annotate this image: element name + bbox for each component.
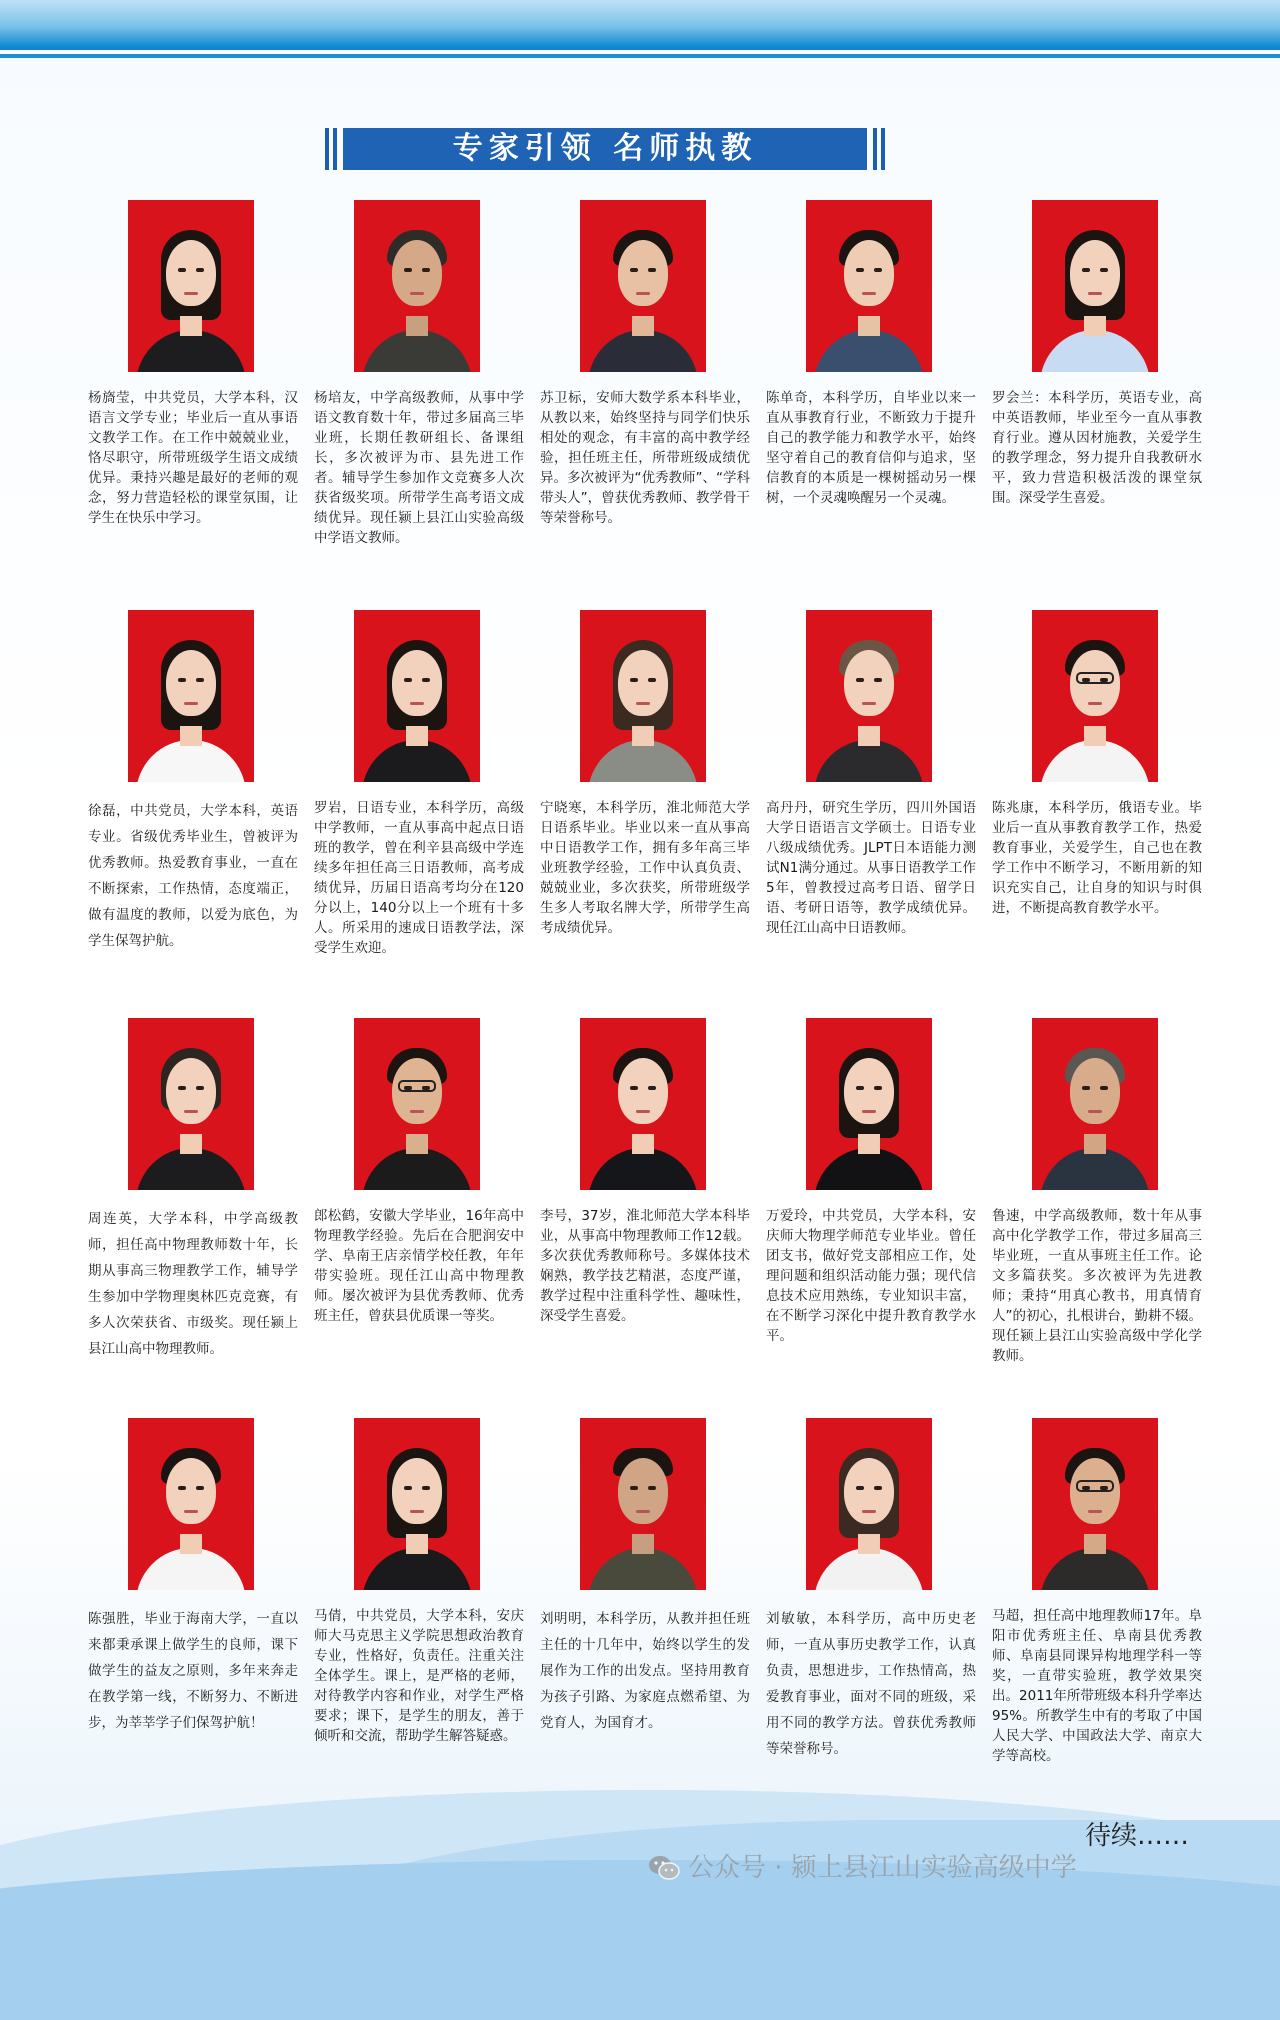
teacher-description: 陈单奇，本科学历，自毕业以来一直从事教育行业，不断致力于提升自己的教学能力和教学水平，始终坚守着自己的教育信仰与追求，坚信教育的本质是一棵树摇动另一棵树，一个灵魂唤醒另一个灵魂。: [766, 390, 976, 506]
teacher-photo: [580, 1418, 706, 1590]
teacher-description: 周连英，大学本科，中学高级教师，担任高中物理教师数十年，长期从事高三物理教学工作，辅导学生参加中学物理奥林匹克竞赛，有多人次荣获省、市级奖。现任颍上县江山高中物理教师。: [88, 1211, 298, 1357]
teacher-photo: [128, 1418, 254, 1590]
teacher-description: 马倩，中共党员，大学本科，安庆师大马克思主义学院思想政治教育专业，性格好，负责任。注重关注全体学生。课上，是严格的老师，对待教学内容和作业，对学生严格要求；课下，是学生的朋友，善于倾听和交流，帮助学生解答疑惑。: [314, 1608, 524, 1744]
teacher-description: 陈强胜，毕业于海南大学，一直以来都秉承课上做学生的良师，课下做学生的益友之原则，多年来奔走在教学第一线，不断努力、不断进步，为莘莘学子们保驾护航！: [88, 1611, 298, 1731]
teacher-photo: [354, 610, 480, 782]
teacher-description: 鲁速，中学高级教师，数十年从事高中化学教学工作，带过多届高三毕业班，一直从事班主任工作。论文多篇获奖。多次被评为先进教师；秉持“用真心教书，用真情育人”的初心，扎根讲台，勤耕不辍。现任颍上县江山实验高级中学化学教师。: [992, 1208, 1202, 1364]
teacher-description: 刘明明，本科学历，从教并担任班主任的十几年中，始终以学生的发展作为工作的出发点。坚持用教育为孩子引路、为家庭点燃希望、为党育人，为国育才。: [540, 1611, 750, 1731]
title-bar-decoration: [881, 128, 885, 170]
wechat-icon: [648, 1854, 680, 1882]
teacher-photo: [128, 1018, 254, 1190]
teacher-photo: [1032, 200, 1158, 372]
teacher-photo: [1032, 1418, 1158, 1590]
teacher-description: 杨旖莹，中共党员，大学本科，汉语言文学专业；毕业后一直从事语文教学工作。在工作中兢兢业业，恪尽职守，所带班级学生语文成绩优异。秉持兴趣是最好的老师的观念，努力营造轻松的课堂氛围，让学生在快乐中学习。: [88, 390, 298, 526]
teacher-photo: [354, 200, 480, 372]
teacher-description: 郎松鹤，安徽大学毕业，16年高中物理教学经验。先后在合肥润安中学、阜南王店亲情学校任教，年年带实验班。现任江山高中物理教师。屡次被评为县优秀教师、优秀班主任，曾获县优质课一等奖。: [314, 1208, 524, 1324]
teacher-description: 刘敏敏，本科学历，高中历史老师，一直从事历史教学工作，认真负责，思想进步，工作热情高，热爱教育事业，面对不同的班级，采用不同的教学方法。曾获优秀教师等荣誉称号。: [766, 1611, 976, 1757]
teacher-photo: [1032, 610, 1158, 782]
teacher-photo: [580, 200, 706, 372]
teacher-photo: [806, 1018, 932, 1190]
teacher-description: 高丹丹，研究生学历，四川外国语大学日语语言文学硕士。日语专业八级成绩优秀。JLPT日本语能力测试N1满分通过。从事日语教学工作5年，曾教授过高考日语、留学日语、考研日语等，教学成绩优异。现任江山高中日语教师。: [766, 800, 976, 936]
teacher-photo: [354, 1018, 480, 1190]
teacher-photo: [806, 1418, 932, 1590]
teacher-description: 罗岩，日语专业，本科学历，高级中学教师，一直从事高中起点日语班的教学，曾在利辛县高级中学连续多年担任高三日语教师，高考成绩优异，历届日语高考均分在120分以上，140分以上一个班有十多人。所采用的速成日语教学法，深受学生欢迎。: [314, 800, 524, 956]
teacher-photo: [128, 200, 254, 372]
teacher-description: 苏卫标，安师大数学系本科毕业，从教以来，始终坚持与同学们快乐相处的观念，有丰富的高中教学经验，担任班主任，所带班级成绩优异。多次被评为“优秀教师”、“学科带头人”，曾获优秀教师、教学骨干等荣誉称号。: [540, 390, 750, 526]
bottom-wave-decoration: [0, 1860, 1280, 2020]
teacher-description: 万爱玲，中共党员，大学本科，安庆师大物理学师范专业毕业。曾任团支书，做好党支部相应工作，处理问题和组织活动能力强；现代信息技术应用熟练，专业知识丰富，在不断学习深化中提升教育教学水平。: [766, 1208, 976, 1344]
teacher-description: 陈兆康，本科学历，俄语专业。毕业后一直从事教育教学工作，热爱教育事业，关爱学生，自己也在教学工作中不断学习，不断用新的知识充实自己，让自身的知识与时俱进，不断提高教育教学水平。: [992, 800, 1202, 916]
teacher-photo: [580, 1018, 706, 1190]
teacher-description: 马超，担任高中地理教师17年。阜阳市优秀班主任、阜南县优秀教师、阜南县同课异构地理学科一等奖，一直带实验班，教学效果突出。2011年所带班级本科升学率达95%。所教学生中有的考取了中国人民大学、中国政法大学、南京大学等高校。: [992, 1608, 1202, 1764]
to-be-continued-label: 待续……: [1085, 1821, 1190, 1851]
teacher-photo: [354, 1418, 480, 1590]
teacher-photo: [580, 610, 706, 782]
title-bar-decoration: [873, 128, 877, 170]
page-title-banner: [325, 128, 885, 170]
teacher-description: 徐磊，中共党员，大学本科，英语专业。省级优秀毕业生，曾被评为优秀教师。热爱教育事业，一直在不断探索，工作热情，态度端正，做有温度的教师，以爱为底色，为学生保驾护航。: [88, 803, 298, 949]
page-title: 专家引领 名师执教: [343, 128, 867, 170]
teacher-photo: [806, 200, 932, 372]
title-bar-decoration: [325, 128, 329, 170]
teacher-photo: [128, 610, 254, 782]
teacher-description: 宁晓寒，本科学历，淮北师范大学日语系毕业。毕业以来一直从事高中日语教学工作，拥有多年高三毕业班教学经验，工作中认真负责、兢兢业业，多次获奖，所带班级学生多人考取名牌大学，所带学生高考成绩优异。: [540, 800, 750, 936]
teacher-description: 李号，37岁，淮北师范大学本科毕业，从事高中物理教师工作12载。多次获优秀教师称号。多媒体技术娴熟，教学技艺精湛，态度严谨，教学过程中注重科学性、趣味性，深受学生喜爱。: [540, 1208, 750, 1324]
teacher-photo: [1032, 1018, 1158, 1190]
teacher-description: 杨培友，中学高级教师，从事中学语文教育数十年，带过多届高三毕业班，长期任教研组长、备课组长，多次被评为市、县先进工作者。辅导学生参加作文竞赛多人次获省级奖项。所带学生高考语文成绩优异。现任颍上县江山实验高级中学语文教师。: [314, 390, 524, 546]
wechat-account-watermark: 公众号 · 颍上县江山实验高级中学: [688, 1853, 1077, 1883]
title-bar-decoration: [333, 128, 337, 170]
teacher-photo: [806, 610, 932, 782]
teacher-description: 罗会兰：本科学历，英语专业，高中英语教师，毕业至今一直从事教育行业。遵从因材施教，关爱学生的教学理念，努力提升自我教研水平，致力营造积极活泼的课堂氛围。深受学生喜爱。: [992, 390, 1202, 506]
